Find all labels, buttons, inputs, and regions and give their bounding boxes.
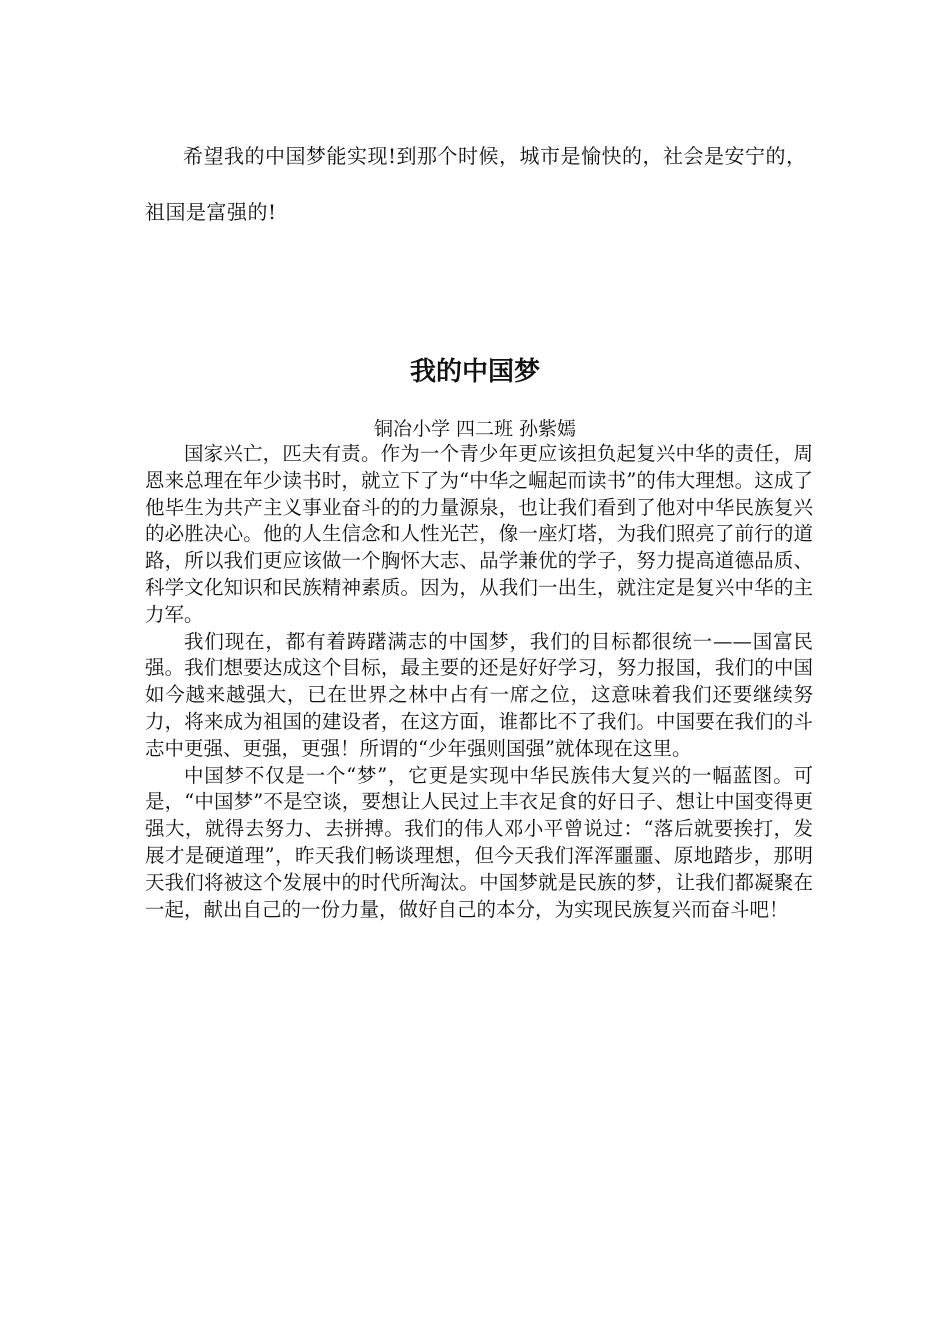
closing-paragraph: 希望我的中国梦能实现!到那个时候，城市是愉快的，社会是安宁的，祖国是富强的! (145, 144, 807, 224)
essay-author: 铜冶小学 四二班 孙紫嫣 (373, 418, 577, 440)
essay-title: 我的中国梦 (409, 357, 540, 387)
essay-body (145, 441, 813, 923)
essay-paragraph: 中国梦不仅是一个“梦”，它更是实现中华民族伟大复兴的一幅蓝图。可是，“中国梦”不是空谈，要想让人民过上丰衣足食的好日子、想让中国变得更强大，就得去努力、去拼搏。我们的伟人邓小平曾说过：“落后就要挨打，发展才是硬道理”，昨天我们畅谈理想，但今天我们浑浑噩噩、原地踏步，那明天我们将被这个发展中的时代所淘汰。中国梦就是民族的梦，让我们都凝聚在一起，献出自己的一份力量，做好自己的本分，为实现民族复兴而奋斗吧！ (145, 763, 813, 921)
essay-paragraph: 我们现在，都有着踌躇满志的中国梦，我们的目标都很统一——国富民强。我们想要达成这个目标，最主要的还是好好学习，努力报国，我们的中国如今越来越强大，已在世界之林中占有一席之位，这意味着我们还要继续努力，将来成为祖国的建设者，在这方面，谁都比不了我们。中国要在我们的斗志中更强、更强，更强！所谓的“少年强则国强”就体现在这里。 (145, 629, 813, 760)
essay-paragraph: 国家兴亡，匹夫有责。作为一个青少年更应该担负起复兴中华的责任，周恩来总理在年少读书时，就立下了为“中华之崛起而读书”的伟大理想。这成了他毕生为共产主义事业奋斗的的力量源泉，也让我们看到了他对中华民族复兴的必胜决心。他的人生信念和人性光芒，像一座灯塔，为我们照亮了前行的道路，所以我们更应该做一个胸怀大志、品学兼优的学子，努力提高道德品质、科学文化知识和民族精神素质。因为，从我们一出生，就注定是复兴中华的主力军。 (145, 442, 813, 626)
